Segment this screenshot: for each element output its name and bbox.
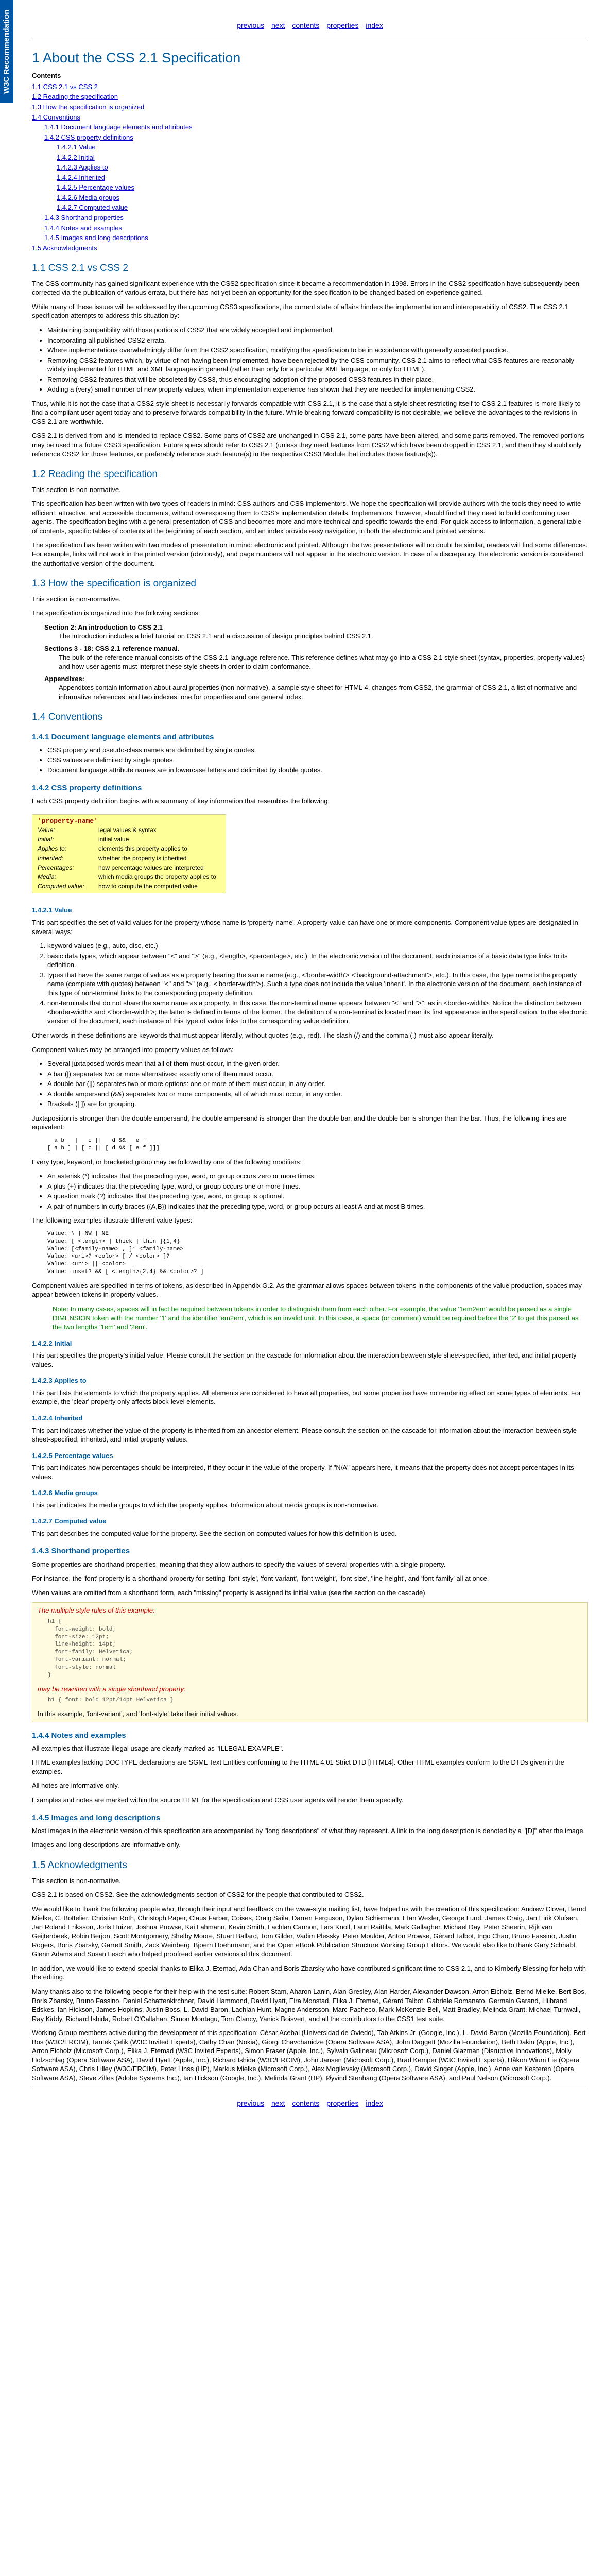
row-key: Initial: — [38, 836, 54, 843]
definition-desc: The bulk of the reference manual consists of the CSS 2.1 language reference. This reference defines what may go into a CSS 2.1 style sheet (syntax, properties, property values) and how user agents must interpret these style sheets in order to claim conformance. — [59, 653, 585, 671]
section-heading-1-4-5: 1.4.5 Images and long descriptions — [32, 1813, 161, 1822]
section-heading-1-4-2-7: 1.4.2.7 Computed value — [32, 1517, 107, 1526]
toc-item — [57, 183, 588, 192]
nav-next-link[interactable]: next — [271, 21, 285, 29]
paragraph: HTML examples lacking DOCTYPE declarations are SGML Text Entities conforming to the HTML 4.01 Strict DTD [HTML4]. Other HTML examples conform to the DTDs given in the examples. — [32, 1758, 564, 1775]
list-item: • Incorporating all published CSS2 errata. — [47, 336, 588, 345]
page-content — [32, 0, 588, 2129]
row-value: how to compute the computed value — [98, 883, 198, 890]
toc-title: Contents — [32, 72, 61, 80]
shorthand-example — [32, 1602, 588, 1722]
paragraph: This part describes the computed value for the property. See the section on computed values for how this definition is used. — [32, 1529, 397, 1537]
paragraph: Other words in these definitions are keywords that must appear literally, without quotes (e.g., red). The slash (/) and the comma (,) must also appear literally. — [32, 1031, 494, 1039]
table-row — [38, 825, 220, 835]
list-item: • A pair of numbers in curly braces ({A,B}) indicates that the preceding type, word, or group occurs at least A and at most B times. — [47, 1202, 588, 1211]
paragraph: Every type, keyword, or bracketed group may be followed by one of the following modifiers: — [32, 1158, 302, 1166]
paragraph: The specification is organized into the following sections: — [32, 609, 200, 617]
toc-link[interactable]: 1.4.5 Images and long descriptions — [44, 234, 148, 242]
section-heading-1-4-2: 1.4.2 CSS property definitions — [32, 783, 142, 792]
nav-index-link[interactable]: index — [366, 2099, 383, 2108]
section-heading-1-4-2-5: 1.4.2.5 Percentage values — [32, 1451, 113, 1460]
paragraph: While many of these issues will be addressed by the upcoming CSS3 specifications, the current state of affairs hinders the implementation and interoperability of CSS2. The CSS 2.1 specification attempts to address this situation by: — [32, 302, 568, 320]
organization-list — [44, 623, 588, 701]
toc-item — [44, 133, 588, 142]
toc-link[interactable]: 1.4.2.6 Media groups — [57, 193, 120, 201]
toc-link[interactable]: 1.4.3 Shorthand properties — [44, 213, 124, 222]
list-item: • CSS property and pseudo-class names are delimited by single quotes. — [47, 745, 588, 755]
list-item: • Document language attribute names are in lowercase letters and delimited by double quotes. — [47, 766, 588, 775]
row-key: Media: — [38, 873, 57, 881]
toc-item — [32, 82, 588, 92]
paragraph: This part indicates how percentages should be interpreted, if they occur in the value of the property. If "N/A" appears here, it means that the property does not accept percentages in its values. — [32, 1464, 574, 1481]
paragraph: Many thanks also to the following people for their help with the test suite: Robert Stam, Aharon Lanin, Alan Gresley, Alan Harder, Alexander Dawson, Arron Eicholz, Bernd Mielke, Bert Bos, Boris Zbarsky, Bruno Fassino, Daniel Schattenkirchner, David Hammond, David Hyatt, Eira Monstad, Elika J. Etemad, Gérard Talbot, Gabriele Romanato, Germain Garand, Hilbrand Edskes, Ian Hickson, James Hopkins, Justin Boss, L. David Baron, Lachlan Hunt, Magne Andersson, Marc Pacheco, Mark McKenzie-Bell, Matt Bradley, Melinda Grant, Michael Turnwall, Ray Kiddy, Richard Ishida, Robert O'Callahan, Simon Montagu, Tom Clancy, Yanick Boisvert, and all the contributors to the CSS1 test suite. — [32, 1987, 586, 2023]
toc-link[interactable]: 1.4.2.4 Inherited — [57, 173, 105, 181]
arrangement-list — [47, 1059, 588, 1109]
list-item: • Removing CSS2 features which, by virtue of not having been implemented, have been rejected by the CSS community. CSS 2.1 aims to reflect what CSS features are reasonably widely implemented for HTML and XML languages in general (rather than only for a particular XML language, or only for HTML). — [47, 356, 588, 374]
toc-item — [57, 163, 588, 172]
paragraph: When values are omitted from a shorthand form, each "missing" property is assigned its initial value (see the section on the cascade). — [32, 1588, 427, 1597]
list-item: • A double bar (||) separates two or more options: one or more of them must occur, in any order. — [47, 1079, 588, 1089]
property-name: 'property-name' — [38, 817, 98, 825]
paragraph: The CSS community has gained significant experience with the CSS2 specification since it became a recommendation in 1998. Errors in the CSS2 specification have subsequently been corrected via the publication of various errata, but there has not yet been an opportunity for the specification to be changed based on experience gained. — [32, 279, 579, 297]
section-heading-1-4-3: 1.4.3 Shorthand properties — [32, 1547, 130, 1556]
section-heading-1-4-2-3: 1.4.2.3 Applies to — [32, 1377, 87, 1385]
list-item: 1. keyword values (e.g., auto, disc, etc.) — [47, 941, 588, 951]
toc-link[interactable]: 1.4.2 CSS property definitions — [44, 133, 133, 141]
nav-previous-link[interactable]: previous — [237, 21, 265, 29]
bottom-navbar — [32, 2091, 588, 2129]
section-heading-1-4: 1.4 Conventions — [32, 711, 103, 723]
list-item: • An asterisk (*) indicates that the preceding type, word, or group occurs zero or more times. — [47, 1172, 588, 1181]
definition-term: Sections 3 - 18: CSS 2.1 reference manual. — [44, 644, 180, 652]
property-definition-table — [38, 825, 220, 891]
paragraph: This part lists the elements to which the property applies. All elements are considered to have all properties, but some properties have no rendering effect on some types of elements. For example, the 'clear' property only affects block-level elements. — [32, 1388, 581, 1406]
toc-item — [32, 113, 588, 122]
section-heading-1-2: 1.2 Reading the specification — [32, 469, 158, 480]
example-text: may be rewritten with a single shorthand property: — [38, 1685, 186, 1693]
toc-item — [44, 224, 588, 233]
row-value: how percentage values are interpreted — [98, 863, 204, 871]
paragraph: The specification has been written with two modes of presentation in mind: electronic and printed. Although the two presentations will no doubt be similar, readers will find some differences. For example, links will not work in the printed version (obviously), and page numbers will not appear in the electronic version. In case of a discrepancy, the electronic version is considered the authoritative version of the document. — [32, 541, 588, 567]
table-row — [38, 835, 220, 844]
code-block: a b | c || d && e f [ a b ] | [ c || [ d && [ e f ]]] — [47, 1137, 160, 1151]
list-item: • Adding a (very) small number of new property values, when implementation experience has shown that they are needed for implementing CSS2. — [47, 385, 588, 394]
nav-previous-link[interactable]: previous — [237, 2099, 265, 2108]
conventions-list — [47, 745, 588, 775]
nav-contents-link[interactable]: contents — [292, 2099, 320, 2108]
row-key: Percentages: — [38, 863, 74, 871]
toc-link[interactable]: 1.4.1 Document language elements and attributes — [44, 123, 193, 131]
list-item: • Where implementations overwhelmingly differ from the CSS2 specification, modifying the specification to be in accordance with generally accepted practice. — [47, 346, 588, 355]
paragraph: All notes are informative only. — [32, 1782, 119, 1790]
toc-link[interactable]: 1.4 Conventions — [32, 113, 80, 121]
table-row — [38, 854, 220, 863]
nav-next-link[interactable]: next — [271, 2099, 285, 2108]
list-item: • Removing CSS2 features that will be obsoleted by CSS3, thus encouraging adoption of the proposed CSS3 features in their place. — [47, 375, 588, 384]
toc-link[interactable]: 1.4.2.1 Value — [57, 143, 96, 151]
modifiers-list — [47, 1172, 588, 1211]
list-item: • CSS values are delimited by single quotes. — [47, 756, 588, 765]
list-item: 3. types that have the same range of values as a property bearing the same name (e.g., <'border-width'> <'background-attachment'>, etc.). In this case, the type name is the property name (complete with quotes) between "<" and ">" (e.g., <'border-width'>). Such a type does not include the value 'inherit'. In the electronic version of the document, each instance of this type of non-terminal links to the corresponding property definition. — [47, 971, 588, 998]
paragraph: Component values may be arranged into property values as follows: — [32, 1045, 234, 1054]
toc-link[interactable]: 1.4.2.5 Percentage values — [57, 183, 135, 192]
nav-index-link[interactable]: index — [366, 21, 383, 29]
paragraph: Some properties are shorthand properties, meaning that they allow authors to specify the values of several properties with a single property. — [32, 1560, 446, 1568]
list-item: • Maintaining compatibility with those portions of CSS2 that are widely accepted and implemented. — [47, 326, 588, 335]
section-heading-1-5: 1.5 Acknowledgments — [32, 1859, 127, 1871]
row-value: elements this property applies to — [98, 845, 187, 853]
nav-properties-link[interactable]: properties — [326, 2099, 359, 2108]
paragraph: This part specifies the property's initial value. Please consult the section on the cascade for information about the interaction between style sheet-specified, inherited, and initial property values. — [32, 1351, 577, 1368]
section-heading-1-4-4: 1.4.4 Notes and examples — [32, 1731, 126, 1740]
code-block: h1 { font-weight: bold; font-size: 12pt; line-height: 14pt; font-family: Helvetica; font-variant: normal; font-style: normal } — [48, 1618, 133, 1679]
row-key: Applies to: — [38, 845, 67, 853]
table-row — [38, 844, 220, 853]
paragraph: This section is non-normative. — [32, 595, 121, 603]
toc-link[interactable]: 1.4.2.7 Computed value — [57, 204, 128, 212]
paragraph: CSS 2.1 is derived from and is intended to replace CSS2. Some parts of CSS2 are unchanged in CSS 2.1, some parts have been altered, and some parts removed. The removed portions may be used in a future CSS3 specification. Future specs should refer to CSS 2.1 (unless they need features from CSS2 which have been dropped in CSS 2.1, and then they should only reference CSS2 for those features, or preferably reference such feature(s) in the respective CSS3 Module that includes those feature(s)). — [32, 432, 584, 458]
paragraph: Images and long descriptions are informative only. — [32, 1841, 181, 1849]
paragraph: Component values are specified in terms of tokens, as described in Appendix G.2. As the grammar allows spaces between tokens in the components of the value production, spaces may appear between tokens in property values. — [32, 1281, 582, 1299]
section-heading-1-4-2-4: 1.4.2.4 Inherited — [32, 1414, 83, 1422]
toc-item — [44, 213, 588, 223]
paragraph: Most images in the electronic version of this specification are accompanied by "long descriptions" of what they represent. A link to the long description is denoted by a "[D]" after the image. — [32, 1826, 585, 1835]
toc-link[interactable]: 1.4.2.2 Initial — [57, 153, 95, 161]
toc-item — [57, 153, 588, 162]
section-heading-1-1: 1.1 CSS 2.1 vs CSS 2 — [32, 263, 128, 274]
list-item: • A bar (|) separates two or more alternatives: exactly one of them must occur. — [47, 1070, 588, 1079]
table-row — [38, 882, 220, 891]
paragraph: Each CSS property definition begins with a summary of key information that resembles the following: — [32, 797, 330, 805]
row-value: which media groups the property applies to — [98, 873, 216, 881]
section-heading-1-4-2-1: 1.4.2.1 Value — [32, 906, 72, 914]
list-item: 2. basic data types, which appear between "<" and ">" (e.g., <length>, <percentage>, etc.). In the electronic version of the document, each instance of a basic data type links to its definition. — [47, 952, 588, 970]
row-key: Value: — [38, 826, 55, 834]
paragraph: This part specifies the set of valid values for the property whose name is 'property-name'. A property value can have one or more components. Component value types are designated in several ways: — [32, 918, 578, 936]
toc-item — [32, 244, 588, 253]
definition-term: Section 2: An introduction to CSS 2.1 — [44, 623, 163, 631]
paragraph: In addition, we would like to extend special thanks to Elika J. Etemad, Ada Chan and Boris Zbarsky who have contributed significant time to CSS 2.1, and to Kimberly Blessing for help with the editing. — [32, 1964, 586, 1981]
paragraph: This part indicates the media groups to which the property applies. Information about media groups is non-normative. — [32, 1501, 378, 1509]
toc-item — [57, 173, 588, 182]
row-key: Inherited: — [38, 854, 64, 862]
paragraph: Working Group members active during the development of this specification: César Acebal (Universidad de Oviedo), Tab Atkins Jr. (Google, Inc.), L. David Baron (Mozilla Foundation), Bert Bos (W3C/ERCIM), Tantek Çelik (W3C Invited Experts), Cathy Chan (Nokia), Giorgi Chavchanidze (Opera Software ASA), John Daggett (Mozilla Foundation), Beth Dakin (Apple, Inc.), Arron Eicholz (Microsoft Corp.), Elika J. Etemad (W3C Invited Experts), Simon Fraser (Apple, Inc.), Sylvain Galineau (Microsoft Corp.), Daniel Glazman (Disruptive Innovations), Molly Holzschlag (Opera Software ASA), David Hyatt (Apple, Inc.), Richard Ishida (W3C/ERCIM), John Jansen (Microsoft Corp.), Brad Kemper (W3C Invited Experts), Håkon Wium Lie (Opera Software ASA), Chris Lilley (W3C/ERCIM), Peter Linss (HP), Markus Mielke (Microsoft Corp.), Alex Mogilevsky (Microsoft Corp.), David Singer (Apple, Inc.), Anne van Kesteren (Opera Software ASA), Steve Zilles (Adobe Systems Inc.), Ian Hickson (Google, Inc.), Melinda Grant (HP), Øyvind Stenhaug (Opera Software ASA), and Paul Nelson (Microsoft Corp.). — [32, 2029, 586, 2082]
list-item: • Brackets ([ ]) are for grouping. — [47, 1099, 588, 1109]
page-title: 1 About the CSS 2.1 Specification — [32, 49, 241, 65]
section-heading-1-4-2-6: 1.4.2.6 Media groups — [32, 1489, 98, 1497]
table-row — [38, 863, 220, 872]
w3c-recommendation-badge[interactable]: W3C Recommendation — [0, 0, 13, 103]
toc-item — [44, 233, 588, 243]
row-value: legal values & syntax — [98, 826, 157, 834]
list-item: 4. non-terminals that do not share the same name as a property. In this case, the non-terminal name appears between "<" and ">", as in <border-width>. Notice the distinction between <border-width> and <'border-width'>; the latter is defined in terms of the former. The definition of a non-terminal is located near its first appearance in the specification. In the electronic version of the document, each instance of this type of value links to the corresponding value definition. — [47, 998, 588, 1026]
toc-item — [57, 203, 588, 212]
section-heading-1-3: 1.3 How the specification is organized — [32, 578, 196, 589]
paragraph: This specification has been written with two types of readers in mind: CSS authors and CSS implementors. We hope the specification will provide authors with the tools they need to write efficient, attractive, and accessible documents, without overexposing them to CSS's implementation details. Implementors, however, should find all they need to build conforming user agents. The specification begins with a general presentation of CSS and becomes more and more technical and specific towards the end. For quick access to information, a general table of contents, specific tables of contents at the beginning of each section, and an index provide easy navigation, in both the electronic and printed versions. — [32, 500, 582, 535]
definition-desc: Appendixes contain information about aural properties (non-normative), a sample style sheet for HTML 4, changes from CSS2, the grammar of CSS 2.1, a list of normative and informative references, and two indexes: one for properties and one general index. — [59, 684, 577, 701]
paragraph: This section is non-normative. — [32, 485, 121, 494]
code-block: Value: N | NW | NE Value: [ <length> | thick | thin ]{1,4} Value: [<family-name> , ]* <family-name> Value: <uri>? <color> [ / <color> ]? Value: <uri> || <color> Value: inset? && [ <length>{2,4} && <color>? ] — [47, 1230, 204, 1276]
goals-list — [47, 326, 588, 394]
list-item: • Several juxtaposed words mean that all of them must occur, in the given order. — [47, 1059, 588, 1069]
toc-link[interactable]: 1.1 CSS 2.1 vs CSS 2 — [32, 82, 98, 91]
note-paragraph: Note: In many cases, spaces will in fact be required between tokens in order to distinguish them from each other. For example, the value '1em2em' would be parsed as a single DIMENSION token with the number '1' and the identifier 'em2em', which is an invalid unit. In this case, a space (or comment) would be required before the '2' to get this parsed as the two lengths '1em' and '2em'. — [53, 1305, 579, 1331]
example-text: In this example, 'font-variant', and 'font-style' take their initial values. — [38, 1710, 239, 1718]
paragraph: The following examples illustrate different value types: — [32, 1216, 193, 1225]
list-item: • A plus (+) indicates that the preceding type, word, or group occurs one or more times. — [47, 1182, 588, 1191]
section-heading-1-4-1: 1.4.1 Document language elements and attributes — [32, 732, 214, 741]
toc-item — [44, 123, 588, 132]
toc-link[interactable]: 1.4.2.3 Applies to — [57, 163, 108, 172]
code-block: h1 { font: bold 12pt/14pt Helvetica } — [48, 1697, 174, 1704]
table-row — [38, 872, 220, 882]
paragraph: We would like to thank the following people who, through their input and feedback on the www-style mailing list, have helped us with the creation of this specification: Andrew Clover, Bernd Mielke, C. Bottelier, Christian Roth, Christoph Päper, Claus Färber, Coises, Craig Saila, Darren Ferguson, Dylan Schiemann, Etan Wexler, George Lund, James Craig, Jan Eirik Olufsen, Jan Roland Eriksson, Joris Huizer, Joshua Prowse, Kai Lahmann, Kevin Smith, Lachlan Cannon, Lars Knoll, Lauri Raittila, Mark Gallagher, Michael Day, Peter Sheerin, Rijk van Geijtenbeek, Robin Berjon, Scott Montgomery, Shelby Moore, Stuart Ballard, Tom Gilder, Vadim Plessky, Peter Moulder, Anton Prowse, Gérard Talbot, Ingo Chao, Bruno Fassino, Justin Rogers, Boris Zbarsky, Garrett Smith, Zack Weinberg, Bjoern Hoehrmann, and the Open eBook Publication Structure Working Group Editors. We would also like to thank Gary Schnabl, Glenn Adams and Susan Lesch who helped proofread earlier versions of this document. — [32, 1905, 586, 1958]
toc-item — [32, 103, 588, 112]
toc-link[interactable]: 1.5 Acknowledgments — [32, 244, 97, 252]
top-navbar — [32, 0, 588, 38]
paragraph: CSS 2.1 is based on CSS2. See the acknowledgments section of CSS2 for the people that contributed to CSS2. — [32, 1891, 364, 1899]
paragraph: This part indicates whether the value of the property is inherited from an ancestor element. Please consult the section on the cascade for information about the interaction between style sheet-specified, inherited, and initial property values. — [32, 1426, 577, 1444]
paragraph: Thus, while it is not the case that a CSS2 style sheet is necessarily forwards-compatible with CSS 2.1, it is the case that a style sheet restricting itself to CSS 2.1 features is more likely to find a compliant user agent today and to preserve forwards compatibility in the future. While breaking forward compatibility is not desirable, we believe the advantages to the revisions in CSS 2.1 are worthwhile. — [32, 399, 581, 426]
section-heading-1-4-2-2: 1.4.2.2 Initial — [32, 1339, 72, 1347]
row-key: Computed value: — [38, 883, 84, 890]
definition-term: Appendixes: — [44, 674, 85, 683]
list-item: • A question mark (?) indicates that the preceding type, word, or group is optional. — [47, 1192, 588, 1201]
table-of-contents — [32, 82, 588, 252]
paragraph: Examples and notes are marked within the source HTML for the specification and CSS user agents will render them specially. — [32, 1795, 404, 1804]
toc-link[interactable]: 1.2 Reading the specification — [32, 93, 118, 101]
paragraph: This section is non-normative. — [32, 1876, 121, 1885]
paragraph: For instance, the 'font' property is a shorthand property for setting 'font-style', 'font-variant', 'font-weight', 'font-size', 'line-height', and 'font-family' all at once. — [32, 1574, 489, 1583]
property-definition-box — [32, 814, 226, 894]
value-types-list — [47, 941, 588, 1026]
paragraph: Juxtaposition is stronger than the double ampersand, the double ampersand is stronger than the double bar, and the double bar is stronger than the bar. Thus, the following lines are equivalent: — [32, 1114, 567, 1131]
toc-item — [32, 92, 588, 101]
definition-desc: The introduction includes a brief tutorial on CSS 2.1 and a discussion of design principles behind CSS 2.1. — [59, 632, 373, 640]
paragraph: All examples that illustrate illegal usage are clearly marked as "ILLEGAL EXAMPLE". — [32, 1744, 284, 1752]
toc-item — [57, 193, 588, 202]
nav-contents-link[interactable]: contents — [292, 21, 320, 29]
row-value: initial value — [98, 836, 129, 843]
example-title: The multiple style rules of this example: — [38, 1606, 155, 1615]
toc-link[interactable]: 1.4.4 Notes and examples — [44, 224, 123, 232]
toc-item — [57, 143, 588, 152]
list-item: • A double ampersand (&&) separates two or more components, all of which must occur, in any order. — [47, 1090, 588, 1099]
nav-properties-link[interactable]: properties — [326, 21, 359, 29]
row-value: whether the property is inherited — [98, 854, 187, 862]
toc-link[interactable]: 1.3 How the specification is organized — [32, 103, 145, 111]
